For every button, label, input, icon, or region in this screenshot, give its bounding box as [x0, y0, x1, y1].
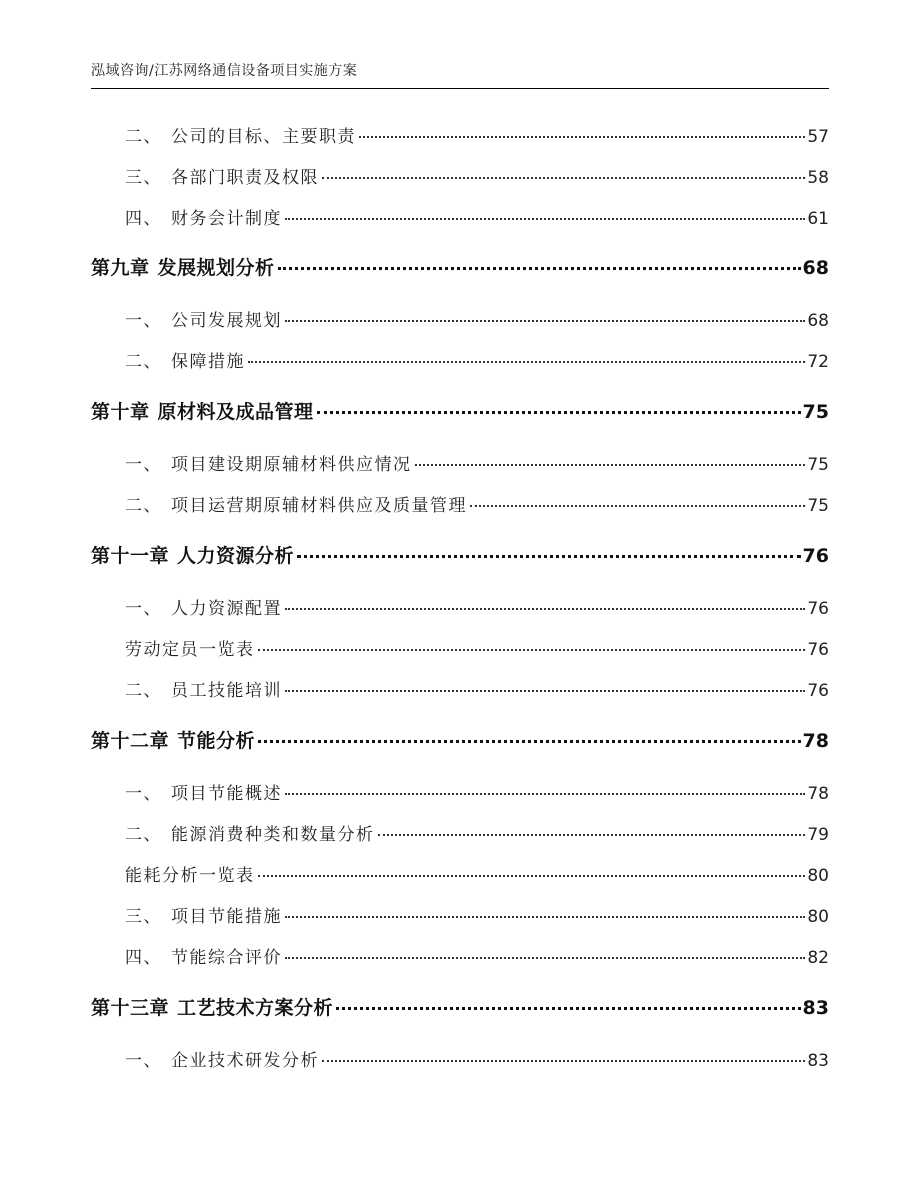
toc-entry-number: 一、 — [125, 455, 162, 475]
toc-entry-number: 一、 — [125, 1051, 162, 1071]
toc-entry-title: 公司发展规划 — [171, 311, 282, 331]
toc-entry-title: 项目节能概述 — [171, 784, 282, 804]
toc-section-entry[interactable] — [91, 122, 829, 147]
toc-page-number: 57 — [807, 127, 829, 147]
toc-section-entry[interactable] — [91, 204, 829, 229]
toc-page-number: 68 — [807, 311, 829, 331]
toc-entry-title: 项目建设期原辅材料供应情况 — [171, 455, 412, 475]
toc-page-number: 78 — [802, 730, 829, 752]
toc-section-entry[interactable] — [91, 779, 829, 804]
toc-entry-number: 二、 — [125, 127, 162, 147]
toc-entry-title: 能源消费种类和数量分析 — [171, 825, 375, 845]
toc-dot-leader — [322, 177, 805, 179]
toc-entry-title: 公司的目标、主要职责 — [171, 127, 356, 147]
toc-page-number: 75 — [802, 401, 829, 423]
toc-entry-number: 四、 — [125, 948, 162, 968]
toc-dot-leader — [285, 218, 805, 220]
toc-entry-number: 一、 — [125, 311, 162, 331]
toc-entry-number: 二、 — [125, 496, 162, 516]
toc-section-entry[interactable] — [91, 594, 829, 619]
toc-entry-number: 第十二章 — [91, 730, 170, 752]
toc-entry-number: 一、 — [125, 784, 162, 804]
page-header-title: 泓域咨询/江苏网络通信设备项目实施方案 — [91, 63, 358, 79]
toc-chapter-entry[interactable] — [91, 397, 829, 424]
toc-entry-title: 劳动定员一览表 — [125, 640, 255, 660]
toc-dot-leader — [285, 957, 805, 959]
toc-dot-leader — [359, 136, 805, 138]
toc-dot-leader — [285, 320, 805, 322]
toc-entry-title: 能耗分析一览表 — [125, 866, 255, 886]
toc-page-number: 80 — [807, 866, 829, 886]
toc-entry-title: 人力资源配置 — [171, 599, 282, 619]
toc-entry-title: 节能分析 — [177, 730, 256, 752]
toc-chapter-entry[interactable] — [91, 726, 829, 753]
toc-entry-number: 第十章 — [91, 401, 150, 423]
toc-entry-number: 第十一章 — [91, 545, 170, 567]
toc-page-number: 79 — [807, 825, 829, 845]
toc-entry-number: 三、 — [125, 168, 162, 188]
toc-section-entry[interactable] — [91, 450, 829, 475]
toc-section-entry[interactable] — [91, 635, 829, 660]
toc-page-number: 82 — [807, 948, 829, 968]
toc-page-number: 75 — [807, 496, 829, 516]
toc-entry-number: 四、 — [125, 209, 162, 229]
toc-entry-number: 第十三章 — [91, 997, 170, 1019]
toc-entry-title: 保障措施 — [171, 352, 245, 372]
toc-section-entry[interactable] — [91, 306, 829, 331]
toc-dot-leader — [285, 690, 805, 692]
toc-section-entry[interactable] — [91, 491, 829, 516]
toc-page-number: 83 — [802, 997, 829, 1019]
toc-dot-leader — [322, 1060, 805, 1062]
toc-entry-title: 人力资源分析 — [177, 545, 295, 567]
toc-dot-leader — [297, 555, 801, 558]
toc-section-entry[interactable] — [91, 902, 829, 927]
toc-entry-number: 第九章 — [91, 257, 150, 279]
toc-section-entry[interactable] — [91, 861, 829, 886]
toc-section-entry[interactable] — [91, 163, 829, 188]
toc-section-entry[interactable] — [91, 676, 829, 701]
toc-entry-number: 一、 — [125, 599, 162, 619]
toc-dot-leader — [258, 649, 806, 651]
toc-dot-leader — [278, 267, 801, 270]
toc-dot-leader — [317, 411, 801, 414]
toc-page-number: 58 — [807, 168, 829, 188]
toc-dot-leader — [415, 464, 806, 466]
toc-dot-leader — [258, 875, 806, 877]
toc-entry-number: 二、 — [125, 352, 162, 372]
toc-entry-title: 原材料及成品管理 — [157, 401, 314, 423]
toc-entry-title: 节能综合评价 — [171, 948, 282, 968]
toc-entry-number: 三、 — [125, 907, 162, 927]
toc-dot-leader — [285, 793, 805, 795]
toc-page-number: 75 — [807, 455, 829, 475]
toc-entry-title: 各部门职责及权限 — [171, 168, 319, 188]
toc-chapter-entry[interactable] — [91, 993, 829, 1020]
toc-dot-leader — [248, 361, 805, 363]
toc-entry-title: 工艺技术方案分析 — [177, 997, 334, 1019]
toc-page-number: 72 — [807, 352, 829, 372]
toc-page-number: 76 — [807, 640, 829, 660]
toc-section-entry[interactable] — [91, 820, 829, 845]
toc-chapter-entry[interactable] — [91, 253, 829, 280]
toc-page-number: 76 — [802, 545, 829, 567]
toc-entry-title: 财务会计制度 — [171, 209, 282, 229]
toc-dot-leader — [285, 916, 805, 918]
toc-dot-leader — [336, 1007, 801, 1010]
toc-dot-leader — [285, 608, 805, 610]
toc-entry-number: 二、 — [125, 681, 162, 701]
toc-entry-title: 发展规划分析 — [157, 257, 275, 279]
toc-entry-number: 二、 — [125, 825, 162, 845]
toc-dot-leader — [378, 834, 806, 836]
toc-entry-title: 项目运营期原辅材料供应及质量管理 — [171, 496, 467, 516]
toc-section-entry[interactable] — [91, 1046, 829, 1071]
toc-entry-title: 员工技能培训 — [171, 681, 282, 701]
toc-page-number: 76 — [807, 681, 829, 701]
toc-page-number: 61 — [807, 209, 829, 229]
toc-entry-title: 项目节能措施 — [171, 907, 282, 927]
toc-section-entry[interactable] — [91, 943, 829, 968]
toc-page-number: 78 — [807, 784, 829, 804]
toc-page-number: 80 — [807, 907, 829, 927]
toc-entry-title: 企业技术研发分析 — [171, 1051, 319, 1071]
toc-chapter-entry[interactable] — [91, 541, 829, 568]
toc-dot-leader — [470, 505, 805, 507]
toc-section-entry[interactable] — [91, 347, 829, 372]
toc-dot-leader — [258, 740, 801, 743]
header-rule — [91, 88, 829, 89]
toc-page-number: 68 — [802, 257, 829, 279]
toc-page-number: 76 — [807, 599, 829, 619]
toc-page-number: 83 — [807, 1051, 829, 1071]
